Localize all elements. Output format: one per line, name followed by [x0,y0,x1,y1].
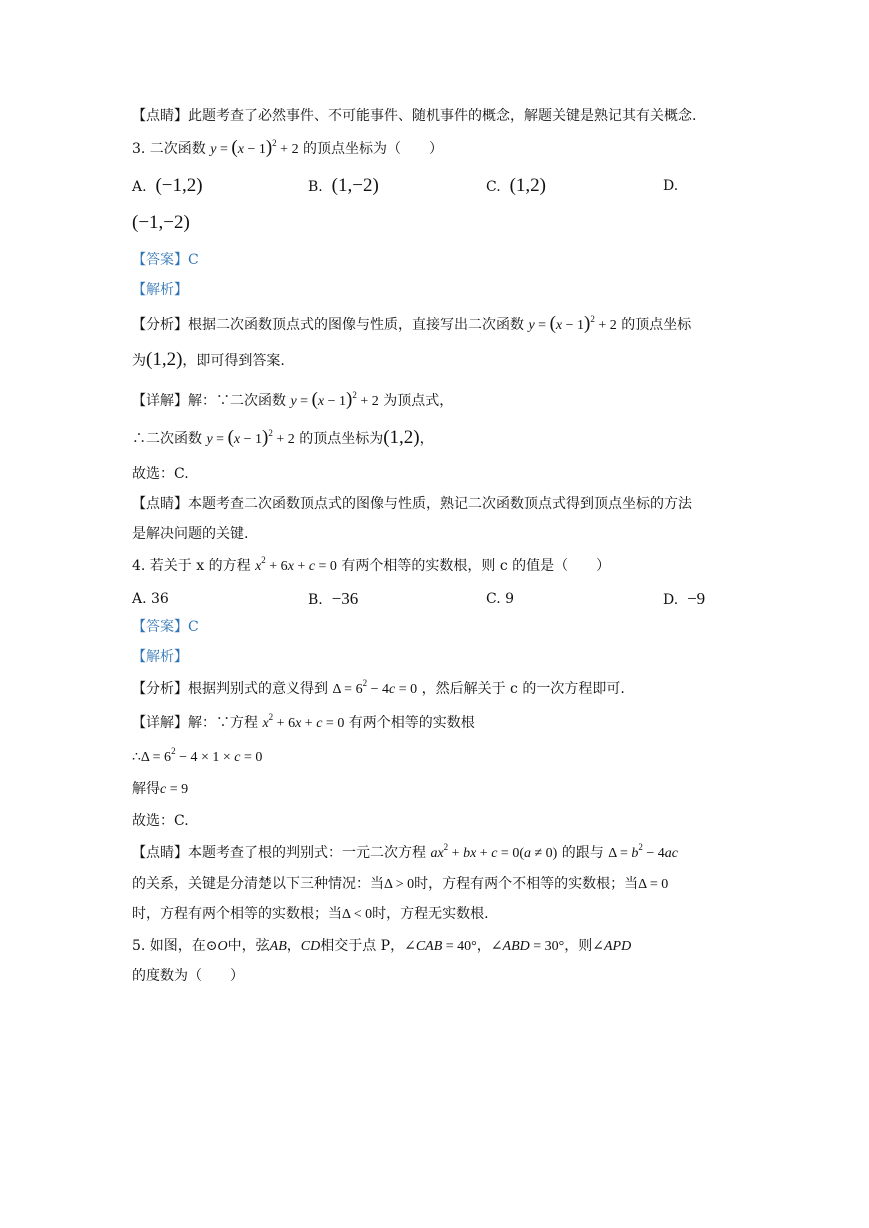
q3-comment-1: 【点睛】本题考查二次函数顶点式的图像与性质，熟记二次函数顶点式得到顶点坐标的方法 [132,496,692,512]
q4-comment-2: 的关系，关键是分清楚以下三种情况：当Δ > 0时，方程有两个不相等的实数根；当Δ = 0 [132,876,669,892]
q3-option-b: B. (1,−2) [308,175,379,196]
formula-q3: $y = (x - 1)^2 + 2$ [210,137,299,158]
q3-option-d: (−1,−2) [132,212,190,233]
question-5-stem: 5. 如图，在⊙O中，弦AB，CD相交于点 P，∠CAB = 40°，∠ABD = 30°，则∠APD [132,938,632,954]
q4-analysis: 【分析】根据判别式的意义得到 $\Delta = 6^2 - 4c = 0$ ，然后解关于 c 的一次方程即可. [132,678,625,697]
q3-option-a: A. (−1,2) [132,175,203,196]
q4-option-c: C. 9 [486,591,515,607]
summary-line-q2: 【点睛】此题考查了必然事件、不可能事件、随机事件的概念，解题关键是熟记其有关概念. [132,108,697,124]
q3-option-c: C. (1,2) [486,175,546,196]
q3-detail: 【详解】解：∵二次函数 $y = (x - 1)^2 + 2$ 为顶点式， [132,389,454,410]
question-5-stem-cont: 的度数为（ ） [132,968,244,984]
q3-analysis-label: 【解析】 [132,282,188,298]
q3-analysis-cont: 为(1,2)，即可得到答案. [132,349,285,370]
q3-choose: 故选：C. [132,466,189,482]
question-3-stem: 3. 二次函数 $y = (x - 1)^2 + 2$ 的顶点坐标为（ ） [132,137,444,158]
q3-comment-2: 是解决问题的关键. [132,526,249,542]
q3-analysis: 【分析】根据二次函数顶点式的图像与性质，直接写出二次函数 $y = (x - 1)^2 + 2$ 的顶点坐标 [132,313,692,334]
q3-option-d-label: D. [663,178,679,194]
q4-option-b: B. −36 [308,589,359,608]
q4-comment-3: 时，方程有两个相等的实数根；当Δ < 0时，方程无实数根. [132,906,489,922]
q4-choose: 故选：C. [132,813,189,829]
q4-answer: 【答案】C [132,619,199,635]
q4-therefore: ∴Δ = $6^2 - 4 \times 1 \times c = 0$ [132,746,263,765]
q3-answer: 【答案】C [132,252,199,268]
q4-detail: 【详解】解：∵方程 $x^2 + 6x + c = 0$ 有两个相等的实数根 [132,712,475,731]
q4-option-a: A. 36 [132,591,169,607]
q4-option-d: D. −9 [663,589,706,608]
q3-therefore: ∴二次函数 $y = (x - 1)^2 + 2$ 的顶点坐标为(1,2)， [132,427,434,448]
question-4-stem: 4. 若关于 x 的方程 $x^2 + 6x + c = 0$ 有两个相等的实数根，则 c 的值是（ ） [132,555,611,574]
q4-comment-1: 【点睛】本题考查了根的判别式：一元二次方程 $ax^2$ + bx + c = 0(a ≠ 0) 的跟与 $\Delta = b^2 - 4ac$ [132,842,679,861]
q4-analysis-label: 【解析】 [132,649,188,665]
q4-solve: 解得c = 9 [132,781,189,797]
